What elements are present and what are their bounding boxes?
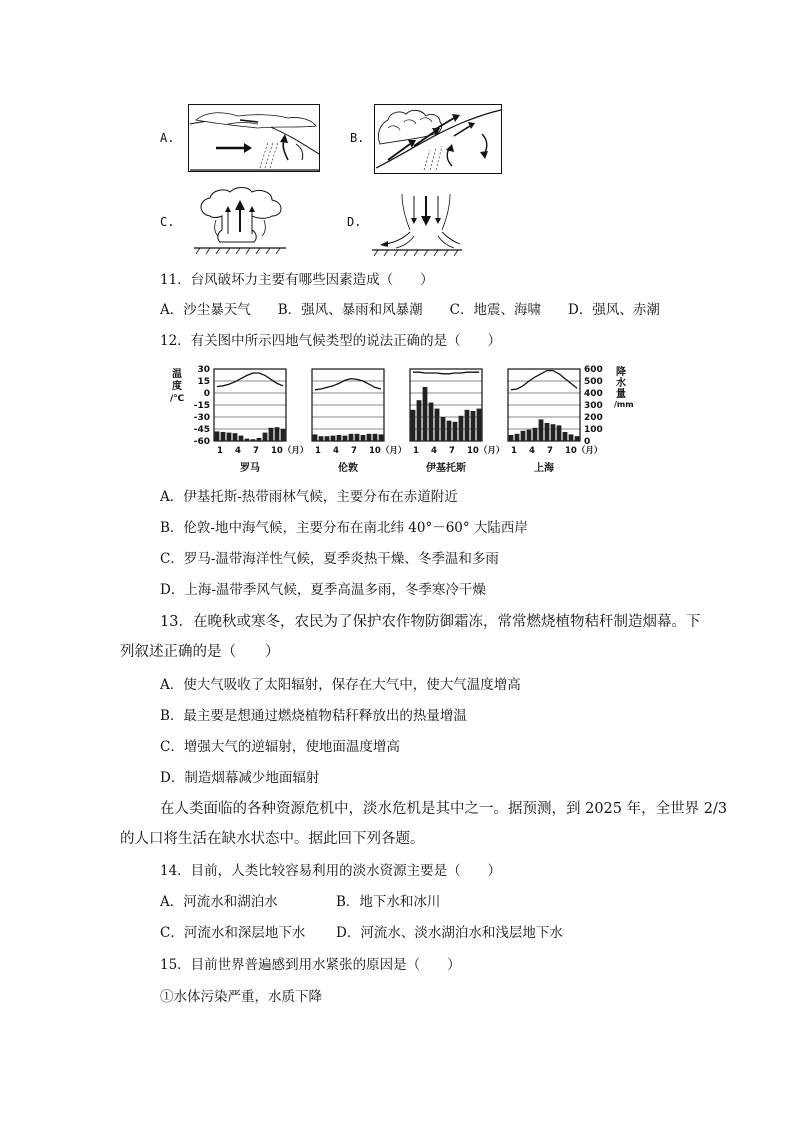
figure-a-label: A. [160,131,175,145]
precip-bar [515,434,520,441]
precip-bar [349,434,354,441]
precip-bar [551,424,556,441]
precip-bar [423,387,428,441]
precip-tick-label: 0 [584,437,591,447]
precip-bar [343,436,348,441]
precip-bar [221,432,226,441]
precip-tick-label: 100 [584,425,603,435]
month-tick-label: 10（月） [369,446,407,456]
temp-tick-label: -60 [193,437,210,447]
month-tick-label: 1 [217,446,223,456]
q12-stem: 12．有关图中所示四地气候类型的说法正确的是（ ） [160,333,502,349]
precip-bar [417,400,422,441]
temp-axis-label: /℃ [170,394,185,404]
precip-bar [361,435,366,441]
month-tick-label: 4 [431,446,437,456]
precip-bar [355,434,360,441]
precip-bar [373,434,378,441]
precip-bar [545,423,550,441]
precip-tick-label: 600 [584,365,603,375]
precip-tick-label: 200 [584,413,603,423]
city-name-label: 伊基托斯 [426,463,466,474]
temp-tick-label: -15 [193,401,210,411]
precip-bar [331,436,336,441]
city-name-label: 伦敦 [338,463,358,474]
precip-bar [509,435,514,441]
month-tick-label: 1 [413,446,419,456]
temp-tick-label: 30 [197,365,210,375]
q13-stem-line1: 13．在晚秋或寒冬，农民为了保护农作物防御霜冻，常常燃烧植物秸秆制造烟幕。下 [160,614,701,630]
q12-option-b: B．伦敦-地中海气候，主要分布在南北纬 40°－60° 大陆西岸 [160,520,528,536]
figure-d-label: D. [347,215,362,229]
precip-bar [257,438,262,441]
precip-bar [471,411,476,441]
temp-axis-label: 温 [172,369,182,380]
precip-bar [367,434,372,441]
month-tick-label: 10（月） [565,446,603,456]
precip-bar [459,416,464,441]
month-tick-label: 7 [351,446,357,456]
climate-chart-svg [170,365,634,477]
q12-option-a: A．伊基托斯-热带雨林气候，主要分布在赤道附近 [160,489,458,505]
precip-bar [269,428,274,441]
precip-bar [251,439,256,441]
month-tick-label: 10（月） [271,446,309,456]
q14-option-c: C．河流水和深层地下水 [160,925,306,941]
temp-axis-label: 度 [172,381,182,392]
precip-bar [575,436,580,441]
q13-option-a: A．使大气吸收了太阳辐射，保存在大气中，使大气温度增高 [160,677,521,693]
precip-bar [453,422,458,441]
precip-bar [435,409,440,441]
precip-bar [429,403,434,441]
q12-option-d: D．上海-温带季风气候，夏季高温多雨，冬季寒冷干燥 [160,582,486,598]
passage-line1: 在人类面临的各种资源危机中，淡水危机是其中之一。据预测，到 2025 年，全世界 2/3 [160,801,728,817]
q14-option-d: D．河流水、淡水湖泊水和浅层地下水 [336,925,563,941]
precip-axis-label: 量 [616,389,626,400]
climate-charts [170,365,634,477]
q11-options: A．沙尘暴天气 B．强风、暴雨和风暴潮 C．地震、海啸 D．强风、赤潮 [160,302,660,318]
figure-b-label: B. [350,131,365,145]
precip-bar [313,434,318,441]
precip-bar [239,436,244,441]
q14-option-b: B．地下水和冰川 [336,894,441,910]
temp-tick-label: 0 [203,389,210,399]
q15-stem: 15．目前世界普遍感到用水紧张的原因是（ ） [160,957,461,973]
temp-tick-label: -30 [193,413,210,423]
city-name-label: 上海 [534,463,554,474]
precip-bar [557,425,562,441]
q13-stem-line2: 列叙述正确的是（ ） [120,644,280,660]
precip-bar [379,434,384,441]
figure-b-frontal-diagram [374,104,502,174]
precip-bar [521,431,526,441]
month-tick-label: 1 [315,446,321,456]
passage-line2: 的人口将生活在缺水状态中。据此回下列各题。 [120,831,425,847]
precip-bar [533,428,538,441]
q13-option-d: D．制造烟幕减少地面辐射 [160,770,320,786]
precip-bar [527,430,532,441]
q12-option-c: C．罗马-温带海洋性气候，夏季炎热干燥、冬季温和多雨 [160,551,499,567]
precip-bar [319,436,324,441]
figure-d-subsidence-diagram [370,188,462,256]
precip-bar [411,410,416,441]
temp-tick-label: 15 [197,377,210,387]
precip-bar [563,432,568,441]
month-tick-label: 10（月） [467,446,505,456]
city-name-label: 罗马 [240,463,260,474]
month-tick-label: 4 [333,446,339,456]
precip-axis-label: 水 [616,378,626,389]
precip-tick-label: 500 [584,377,603,387]
precip-bar [263,433,268,441]
month-tick-label: 1 [511,446,517,456]
precip-bar [215,431,220,441]
precip-bar [569,434,574,441]
precip-bar [233,433,238,441]
precip-bar [325,436,330,441]
temp-tick-label: -45 [193,425,210,435]
precip-axis-label: 降 [616,367,626,378]
precip-bar [275,427,280,441]
precip-tick-label: 300 [584,401,603,411]
precip-axis-label: /mm [614,400,634,409]
precip-bar [281,429,286,441]
month-tick-label: 7 [253,446,259,456]
month-tick-label: 7 [449,446,455,456]
precip-bar [447,421,452,441]
q15-item-1: ①水体污染严重，水质下降 [160,989,322,1005]
q13-option-b: B．最主要是想通过燃烧植物秸秆释放出的热量增温 [160,708,467,724]
month-tick-label: 4 [529,446,535,456]
figure-a-frontal-diagram [188,104,320,172]
precip-bar [465,410,470,441]
month-tick-label: 7 [547,446,553,456]
precip-bar [477,409,482,441]
q11-stem: 11．台风破坏力主要有哪些因素造成（ ） [160,272,434,288]
precip-tick-label: 400 [584,389,603,399]
q13-option-c: C．增强大气的逆辐射，使地面温度增高 [160,739,400,755]
month-tick-label: 4 [235,446,241,456]
figure-c-label: C. [160,215,175,229]
precip-bar [539,419,544,441]
precip-bar [441,417,446,441]
q14-stem: 14．目前，人类比较容易利用的淡水资源主要是（ ） [160,863,502,879]
precip-bar [245,439,250,441]
q14-option-a: A．河流水和湖泊水 [160,894,278,910]
precip-bar [227,433,232,441]
figure-c-convection-diagram [194,186,286,256]
precip-bar [337,435,342,441]
